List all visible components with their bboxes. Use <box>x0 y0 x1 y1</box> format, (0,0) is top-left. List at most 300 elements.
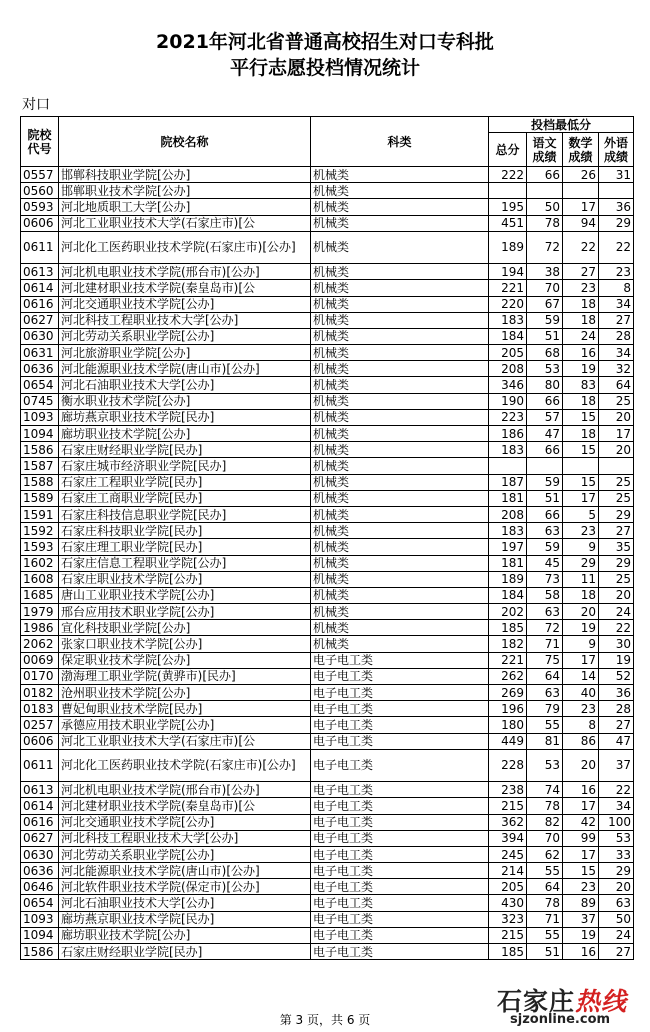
cell-code: 1588 <box>21 474 59 490</box>
cell-name: 河北建材职业技术学院(秦皇岛市)[公 <box>59 798 311 814</box>
cell-english: 33 <box>599 846 634 862</box>
cell-category: 机械类 <box>311 474 489 490</box>
cell-chinese: 47 <box>527 426 563 442</box>
cell-category: 机械类 <box>311 458 489 474</box>
cell-name: 河北软件职业技术学院(保定市)[公办] <box>59 879 311 895</box>
cell-math: 17 <box>563 490 599 506</box>
cell-math: 9 <box>563 539 599 555</box>
cell-chinese: 55 <box>527 927 563 943</box>
cell-math: 16 <box>563 944 599 960</box>
cell-total: 186 <box>489 426 527 442</box>
cell-category: 电子电工类 <box>311 846 489 862</box>
cell-english: 22 <box>599 231 634 263</box>
cell-english: 27 <box>599 523 634 539</box>
cell-chinese: 66 <box>527 393 563 409</box>
cell-total: 238 <box>489 782 527 798</box>
cell-chinese: 82 <box>527 814 563 830</box>
cell-chinese: 66 <box>527 506 563 522</box>
cell-category: 电子电工类 <box>311 652 489 668</box>
cell-category: 电子电工类 <box>311 782 489 798</box>
cell-name: 曹妃甸职业技术学院[民办] <box>59 701 311 717</box>
cell-name: 河北科技工程职业技术大学[公办] <box>59 312 311 328</box>
cell-english: 47 <box>599 733 634 749</box>
table-row <box>21 587 634 603</box>
cell-name: 河北地质职工大学[公办] <box>59 199 311 215</box>
cell-code: 0557 <box>21 167 59 183</box>
cell-chinese: 72 <box>527 620 563 636</box>
cell-total: 184 <box>489 587 527 603</box>
cell-total: 205 <box>489 879 527 895</box>
watermark-url: sjzonline.com <box>510 1012 611 1027</box>
cell-total: 215 <box>489 798 527 814</box>
cell-math: 23 <box>563 523 599 539</box>
cell-name: 廊坊职业技术学院[公办] <box>59 927 311 943</box>
table-row <box>21 280 634 296</box>
cell-chinese: 73 <box>527 571 563 587</box>
cell-chinese <box>527 458 563 474</box>
cell-chinese: 63 <box>527 523 563 539</box>
cell-english: 22 <box>599 782 634 798</box>
cell-code: 0606 <box>21 733 59 749</box>
cell-english: 34 <box>599 345 634 361</box>
cell-chinese: 72 <box>527 231 563 263</box>
cell-chinese: 78 <box>527 215 563 231</box>
cell-name: 河北科技工程职业技术大学[公办] <box>59 830 311 846</box>
cell-total: 181 <box>489 555 527 571</box>
cell-english: 29 <box>599 863 634 879</box>
header-code: 院校代号 <box>21 117 59 167</box>
cell-chinese: 78 <box>527 895 563 911</box>
cell-math: 17 <box>563 798 599 814</box>
cell-english: 20 <box>599 442 634 458</box>
cell-chinese: 63 <box>527 685 563 701</box>
table-row <box>21 409 634 425</box>
cell-category: 机械类 <box>311 555 489 571</box>
header-english: 外语成绩 <box>599 133 634 167</box>
cell-english: 25 <box>599 490 634 506</box>
cell-english <box>599 183 634 199</box>
cell-total: 196 <box>489 701 527 717</box>
cell-math: 24 <box>563 328 599 344</box>
table-row <box>21 814 634 830</box>
cell-english: 17 <box>599 426 634 442</box>
cell-math: 23 <box>563 701 599 717</box>
cell-category: 机械类 <box>311 393 489 409</box>
cell-category: 机械类 <box>311 490 489 506</box>
cell-english: 35 <box>599 539 634 555</box>
cell-code: 1093 <box>21 409 59 425</box>
cell-math: 26 <box>563 167 599 183</box>
cell-math: 19 <box>563 361 599 377</box>
cell-chinese: 62 <box>527 846 563 862</box>
cell-name: 张家口职业技术学院[公办] <box>59 636 311 652</box>
cell-math: 15 <box>563 409 599 425</box>
cell-name: 邢台应用技术职业学院[公办] <box>59 604 311 620</box>
cell-code: 1685 <box>21 587 59 603</box>
cell-total: 394 <box>489 830 527 846</box>
cell-math: 16 <box>563 345 599 361</box>
cell-chinese: 75 <box>527 652 563 668</box>
cell-code: 0630 <box>21 328 59 344</box>
cell-code: 1094 <box>21 426 59 442</box>
cell-english: 34 <box>599 798 634 814</box>
cell-math: 5 <box>563 506 599 522</box>
cell-category: 机械类 <box>311 539 489 555</box>
cell-category: 电子电工类 <box>311 830 489 846</box>
document-subtitle: 平行志愿投档情况统计 <box>229 57 420 79</box>
table-row <box>21 782 634 798</box>
cell-chinese: 63 <box>527 604 563 620</box>
cell-math: 11 <box>563 571 599 587</box>
cell-math: 27 <box>563 264 599 280</box>
cell-chinese: 80 <box>527 377 563 393</box>
cell-math: 18 <box>563 393 599 409</box>
cell-code: 0593 <box>21 199 59 215</box>
cell-category: 机械类 <box>311 571 489 587</box>
cell-total: 220 <box>489 296 527 312</box>
cell-english: 20 <box>599 879 634 895</box>
cell-english: 24 <box>599 927 634 943</box>
table-row <box>21 377 634 393</box>
cell-total: 221 <box>489 652 527 668</box>
cell-name: 河北机电职业技术学院(邢台市)[公办] <box>59 264 311 280</box>
cell-chinese: 70 <box>527 280 563 296</box>
table-row <box>21 717 634 733</box>
table-row <box>21 426 634 442</box>
table-row <box>21 199 634 215</box>
cell-chinese: 71 <box>527 911 563 927</box>
cell-math: 22 <box>563 231 599 263</box>
cell-total: 194 <box>489 264 527 280</box>
cell-math: 15 <box>563 442 599 458</box>
header-name: 院校名称 <box>59 117 311 167</box>
cell-chinese: 66 <box>527 167 563 183</box>
cell-category: 机械类 <box>311 620 489 636</box>
admission-score-table <box>20 116 634 960</box>
cell-english: 53 <box>599 830 634 846</box>
table-row <box>21 863 634 879</box>
cell-total: 185 <box>489 620 527 636</box>
table-row <box>21 895 634 911</box>
cell-english: 30 <box>599 636 634 652</box>
table-row <box>21 296 634 312</box>
cell-total: 245 <box>489 846 527 862</box>
cell-chinese: 55 <box>527 863 563 879</box>
cell-code: 0631 <box>21 345 59 361</box>
cell-total: 430 <box>489 895 527 911</box>
cell-math <box>563 183 599 199</box>
cell-total: 189 <box>489 231 527 263</box>
cell-name: 河北机电职业技术学院(邢台市)[公办] <box>59 782 311 798</box>
cell-math: 83 <box>563 377 599 393</box>
cell-chinese: 81 <box>527 733 563 749</box>
cell-english <box>599 458 634 474</box>
cell-category: 电子电工类 <box>311 749 489 781</box>
table-row <box>21 733 634 749</box>
cell-total: 208 <box>489 506 527 522</box>
cell-total: 228 <box>489 749 527 781</box>
cell-chinese: 68 <box>527 345 563 361</box>
cell-code: 1586 <box>21 944 59 960</box>
cell-name: 石家庄信息工程职业学院[公办] <box>59 555 311 571</box>
cell-category: 机械类 <box>311 264 489 280</box>
cell-chinese: 38 <box>527 264 563 280</box>
cell-english: 28 <box>599 328 634 344</box>
table-row <box>21 328 634 344</box>
cell-math: 20 <box>563 604 599 620</box>
table-row <box>21 312 634 328</box>
cell-total: 202 <box>489 604 527 620</box>
watermark-logo: 石家庄热线 <box>497 987 628 1016</box>
cell-name: 河北能源职业技术学院(唐山市)[公办] <box>59 361 311 377</box>
cell-category: 机械类 <box>311 426 489 442</box>
cell-category: 电子电工类 <box>311 879 489 895</box>
cell-english: 27 <box>599 717 634 733</box>
cell-code: 0630 <box>21 846 59 862</box>
table-row <box>21 668 634 684</box>
cell-category: 机械类 <box>311 280 489 296</box>
cell-total <box>489 458 527 474</box>
cell-code: 0613 <box>21 264 59 280</box>
cell-chinese: 57 <box>527 409 563 425</box>
cell-chinese: 78 <box>527 798 563 814</box>
cell-name: 河北劳动关系职业学院[公办] <box>59 328 311 344</box>
cell-code: 1593 <box>21 539 59 555</box>
cell-chinese: 53 <box>527 749 563 781</box>
cell-category: 机械类 <box>311 231 489 263</box>
cell-math: 19 <box>563 927 599 943</box>
cell-category: 机械类 <box>311 215 489 231</box>
cell-name: 廊坊燕京职业技术学院[民办] <box>59 409 311 425</box>
table-row <box>21 944 634 960</box>
cell-name: 廊坊职业技术学院[公办] <box>59 426 311 442</box>
cell-category: 电子电工类 <box>311 733 489 749</box>
cell-math: 18 <box>563 426 599 442</box>
cell-english: 23 <box>599 264 634 280</box>
header-min-score-group: 投档最低分 <box>489 117 634 133</box>
cell-math: 99 <box>563 830 599 846</box>
table-body <box>21 167 634 960</box>
cell-math <box>563 458 599 474</box>
cell-name: 邯郸职业技术学院[公办] <box>59 183 311 199</box>
cell-math: 17 <box>563 846 599 862</box>
cell-category: 机械类 <box>311 506 489 522</box>
cell-code: 1602 <box>21 555 59 571</box>
cell-name: 河北工业职业技术大学(石家庄市)[公 <box>59 733 311 749</box>
cell-name: 廊坊燕京职业技术学院[民办] <box>59 911 311 927</box>
cell-math: 86 <box>563 733 599 749</box>
cell-category: 电子电工类 <box>311 798 489 814</box>
cell-total: 205 <box>489 345 527 361</box>
cell-math: 37 <box>563 911 599 927</box>
table-row <box>21 523 634 539</box>
cell-total: 215 <box>489 927 527 943</box>
cell-name: 沧州职业技术学院[公办] <box>59 685 311 701</box>
cell-total: 183 <box>489 523 527 539</box>
cell-code: 0069 <box>21 652 59 668</box>
cell-category: 电子电工类 <box>311 863 489 879</box>
cell-math: 19 <box>563 620 599 636</box>
table-row <box>21 701 634 717</box>
cell-category: 机械类 <box>311 361 489 377</box>
table-row <box>21 911 634 927</box>
cell-english: 29 <box>599 555 634 571</box>
cell-name: 河北交通职业技术学院[公办] <box>59 296 311 312</box>
cell-code: 0606 <box>21 215 59 231</box>
cell-name: 邯郸科技职业学院[公办] <box>59 167 311 183</box>
cell-code: 2062 <box>21 636 59 652</box>
cell-name: 河北石油职业技术大学[公办] <box>59 895 311 911</box>
cell-english: 64 <box>599 377 634 393</box>
header-math: 数学成绩 <box>563 133 599 167</box>
cell-category: 机械类 <box>311 587 489 603</box>
cell-code: 0560 <box>21 183 59 199</box>
table-row <box>21 927 634 943</box>
cell-code: 1608 <box>21 571 59 587</box>
cell-total: 185 <box>489 944 527 960</box>
cell-total: 180 <box>489 717 527 733</box>
table-row <box>21 393 634 409</box>
cell-math: 15 <box>563 863 599 879</box>
cell-math: 17 <box>563 199 599 215</box>
cell-code: 0182 <box>21 685 59 701</box>
cell-chinese: 51 <box>527 328 563 344</box>
cell-category: 电子电工类 <box>311 685 489 701</box>
cell-english: 27 <box>599 312 634 328</box>
cell-code: 0613 <box>21 782 59 798</box>
cell-english: 52 <box>599 668 634 684</box>
cell-english: 25 <box>599 571 634 587</box>
cell-math: 89 <box>563 895 599 911</box>
table-row <box>21 604 634 620</box>
cell-code: 0745 <box>21 393 59 409</box>
cell-category: 机械类 <box>311 523 489 539</box>
cell-english: 25 <box>599 393 634 409</box>
cell-english: 25 <box>599 474 634 490</box>
cell-category: 机械类 <box>311 442 489 458</box>
cell-name: 河北劳动关系职业学院[公办] <box>59 846 311 862</box>
cell-english: 8 <box>599 280 634 296</box>
cell-total: 221 <box>489 280 527 296</box>
cell-english: 20 <box>599 409 634 425</box>
table-row <box>21 264 634 280</box>
cell-name: 衡水职业技术学院[公办] <box>59 393 311 409</box>
table-row <box>21 506 634 522</box>
cell-english: 29 <box>599 506 634 522</box>
cell-english: 28 <box>599 701 634 717</box>
cell-category: 机械类 <box>311 328 489 344</box>
cell-name: 石家庄财经职业学院[民办] <box>59 442 311 458</box>
cell-chinese: 64 <box>527 879 563 895</box>
table-row <box>21 183 634 199</box>
cell-total: 183 <box>489 312 527 328</box>
table-row <box>21 231 634 263</box>
cell-code: 0170 <box>21 668 59 684</box>
cell-english: 24 <box>599 604 634 620</box>
cell-math: 20 <box>563 749 599 781</box>
cell-chinese: 58 <box>527 587 563 603</box>
cell-code: 1587 <box>21 458 59 474</box>
cell-english: 36 <box>599 199 634 215</box>
cell-category: 机械类 <box>311 345 489 361</box>
cell-chinese: 67 <box>527 296 563 312</box>
cell-category: 机械类 <box>311 636 489 652</box>
cell-english: 50 <box>599 911 634 927</box>
document-title: 2021年河北省普通高校招生对口专科批 <box>156 31 494 53</box>
cell-english: 19 <box>599 652 634 668</box>
cell-category: 机械类 <box>311 409 489 425</box>
cell-english: 20 <box>599 587 634 603</box>
table-row <box>21 798 634 814</box>
cell-name: 河北石油职业技术大学[公办] <box>59 377 311 393</box>
cell-chinese: 66 <box>527 442 563 458</box>
cell-total: 197 <box>489 539 527 555</box>
cell-math: 23 <box>563 879 599 895</box>
cell-math: 18 <box>563 312 599 328</box>
cell-name: 河北交通职业技术学院[公办] <box>59 814 311 830</box>
cell-name: 石家庄工商职业学院[民办] <box>59 490 311 506</box>
table-row <box>21 215 634 231</box>
cell-code: 0614 <box>21 798 59 814</box>
cell-english: 32 <box>599 361 634 377</box>
cell-total: 208 <box>489 361 527 377</box>
cell-category: 机械类 <box>311 167 489 183</box>
cell-name: 石家庄城市经济职业学院[民办] <box>59 458 311 474</box>
cell-code: 0654 <box>21 377 59 393</box>
cell-total: 187 <box>489 474 527 490</box>
cell-math: 8 <box>563 717 599 733</box>
cell-total: 214 <box>489 863 527 879</box>
cell-chinese: 50 <box>527 199 563 215</box>
cell-math: 94 <box>563 215 599 231</box>
table-row <box>21 555 634 571</box>
cell-category: 机械类 <box>311 199 489 215</box>
cell-name: 渤海理工职业学院(黄骅市)[民办] <box>59 668 311 684</box>
table-row <box>21 345 634 361</box>
cell-category: 电子电工类 <box>311 895 489 911</box>
cell-code: 0627 <box>21 312 59 328</box>
table-row <box>21 830 634 846</box>
cell-english: 29 <box>599 215 634 231</box>
cell-total: 190 <box>489 393 527 409</box>
cell-category: 机械类 <box>311 296 489 312</box>
cell-name: 河北旅游职业学院[公办] <box>59 345 311 361</box>
cell-total: 189 <box>489 571 527 587</box>
cell-code: 1986 <box>21 620 59 636</box>
header-total: 总分 <box>489 133 527 167</box>
section-label: 对口 <box>22 97 50 113</box>
cell-chinese: 51 <box>527 944 563 960</box>
cell-math: 40 <box>563 685 599 701</box>
cell-name: 石家庄工程职业学院[民办] <box>59 474 311 490</box>
cell-category: 机械类 <box>311 604 489 620</box>
cell-category: 机械类 <box>311 377 489 393</box>
cell-total: 262 <box>489 668 527 684</box>
cell-english: 22 <box>599 620 634 636</box>
cell-name: 承德应用技术职业学院[公办] <box>59 717 311 733</box>
cell-category: 电子电工类 <box>311 944 489 960</box>
cell-category: 机械类 <box>311 312 489 328</box>
cell-chinese: 53 <box>527 361 563 377</box>
cell-english: 63 <box>599 895 634 911</box>
cell-english: 37 <box>599 749 634 781</box>
cell-chinese: 55 <box>527 717 563 733</box>
cell-code: 0646 <box>21 879 59 895</box>
cell-category: 电子电工类 <box>311 814 489 830</box>
cell-chinese: 59 <box>527 312 563 328</box>
cell-name: 石家庄科技职业学院[民办] <box>59 523 311 539</box>
cell-code: 1094 <box>21 927 59 943</box>
